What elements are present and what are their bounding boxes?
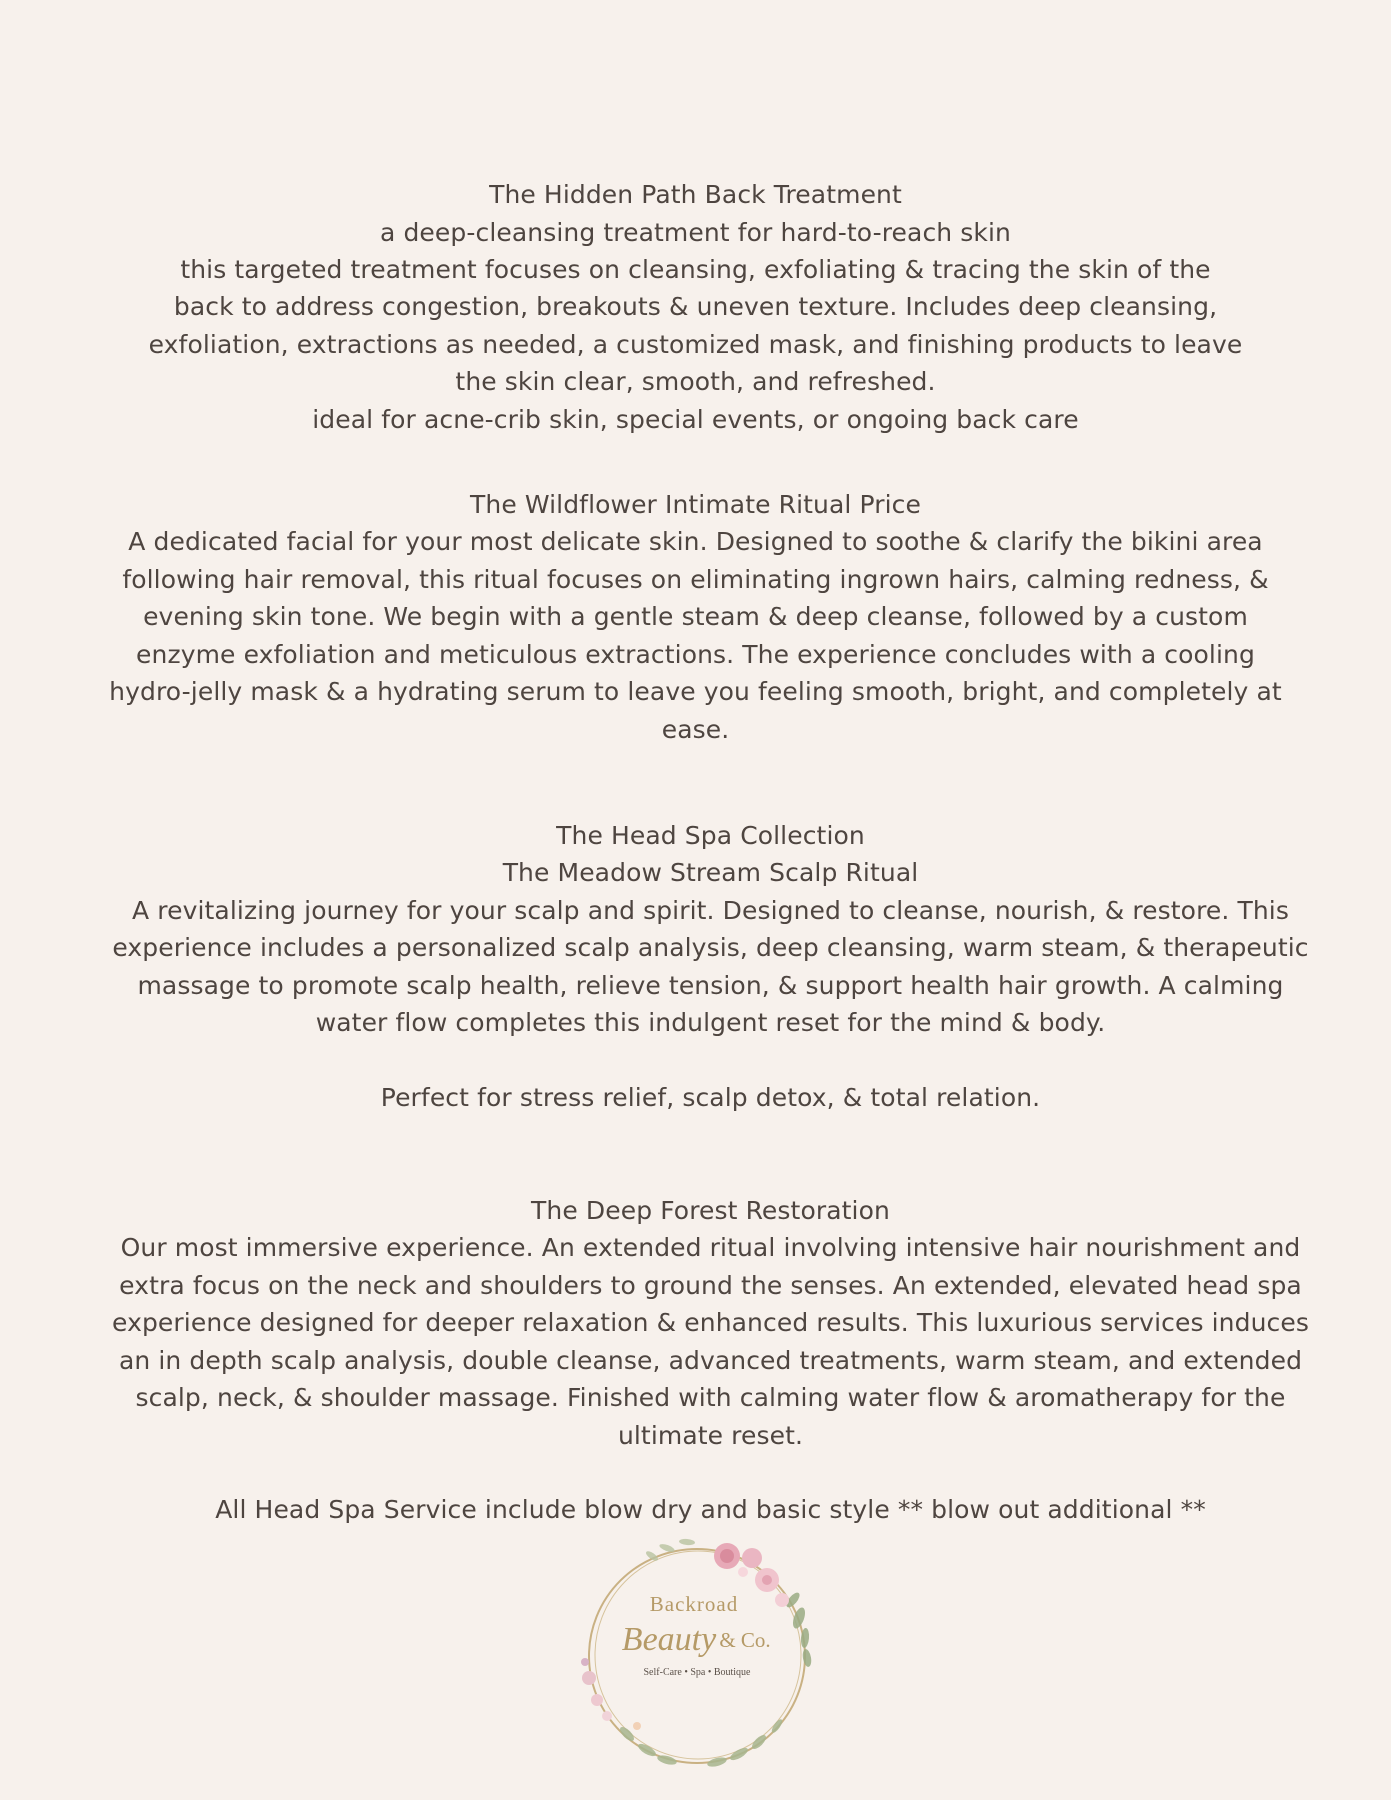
- deep-forest-title: The Deep Forest Restoration: [531, 1196, 890, 1225]
- back-treatment-title: The Hidden Path Back Treatment: [489, 180, 902, 209]
- deep-forest-description-line: Our most immersive experience. An extended ritual involving intensive hair nourishment and: [120, 1233, 1301, 1262]
- back-treatment-description-line: this targeted treatment focuses on cleansing, exfoliating & tracing the skin of the: [180, 255, 1211, 284]
- intimate-ritual-description-line: enzyme exfoliation and meticulous extractions. The experience concludes with a cooling: [136, 640, 1255, 669]
- deep-forest-description-line: scalp, neck, & shoulder massage. Finished with calming water flow & aromatherapy for the: [135, 1383, 1286, 1412]
- logo-tagline: Self-Care • Spa • Boutique: [643, 1667, 751, 1678]
- backroad-beauty-logo: [567, 1528, 827, 1778]
- meadow-stream-description-line: A revitalizing journey for your scalp and spirit. Designed to cleanse, nourish, & restore. This: [132, 896, 1289, 925]
- intimate-ritual-description-line: evening skin tone. We begin with a gentle steam & deep cleanse, followed by a custom: [143, 602, 1248, 631]
- head-spa-collection-title: The Head Spa Collection: [556, 821, 865, 850]
- deep-forest-description-line: extra focus on the neck and shoulders to ground the senses. An extended, elevated head spa: [119, 1271, 1302, 1300]
- deep-forest-description-line: experience designed for deeper relaxation & enhanced results. This luxurious services induces: [112, 1308, 1309, 1337]
- deep-forest-description-line: ultimate reset.: [617, 1421, 804, 1450]
- intimate-ritual-description-line: hydro-jelly mask & a hydrating serum to leave you feeling smooth, bright, and completely at: [109, 677, 1282, 706]
- back-treatment-description-line: back to address congestion, breakouts & uneven texture. Includes deep cleansing,: [173, 292, 1218, 321]
- logo-brand-line2: Beauty: [621, 1621, 717, 1658]
- logo-brand-line1: Backroad: [649, 1592, 739, 1616]
- deep-forest-description-line: an in depth scalp analysis, double cleanse, advanced treatments, warm steam, and extended: [118, 1346, 1303, 1375]
- intimate-ritual-description-line: A dedicated facial for your most delicate skin. Designed to soothe & clarify the bikini area: [128, 527, 1263, 556]
- logo-brand-line3: & Co.: [719, 1628, 771, 1652]
- meadow-stream-description-line: experience includes a personalized scalp analysis, deep cleansing, warm steam, & therapeutic: [112, 933, 1309, 962]
- meadow-stream-perfect-for: Perfect for stress relief, scalp detox, & total relation.: [380, 1083, 1041, 1112]
- intimate-ritual-description-line: following hair removal, this ritual focuses on eliminating ingrown hairs, calming redness, &: [122, 565, 1269, 594]
- meadow-stream-description-line: water flow completes this indulgent reset for the mind & body.: [315, 1008, 1106, 1037]
- back-treatment-ideal-for: ideal for acne-crib skin, special events, or ongoing back care: [312, 405, 1079, 434]
- intimate-ritual-description-line: ease.: [661, 715, 730, 744]
- meadow-stream-description-line: massage to promote scalp health, relieve tension, & support health hair growth. A calming: [137, 971, 1284, 1000]
- floral-wreath-icon: [567, 1528, 827, 1778]
- back-treatment-description-line: the skin clear, smooth, and refreshed.: [455, 367, 936, 396]
- intimate-ritual-title: The Wildflower Intimate Ritual Price: [470, 490, 921, 519]
- head-spa-blow-dry-note: All Head Spa Service include blow dry and basic style ** blow out additional **: [215, 1495, 1206, 1524]
- back-treatment-subtitle: a deep-cleansing treatment for hard-to-reach skin: [380, 218, 1011, 247]
- back-treatment-description-line: exfoliation, extractions as needed, a customized mask, and finishing products to leave: [148, 330, 1243, 359]
- meadow-stream-title: The Meadow Stream Scalp Ritual: [502, 858, 919, 887]
